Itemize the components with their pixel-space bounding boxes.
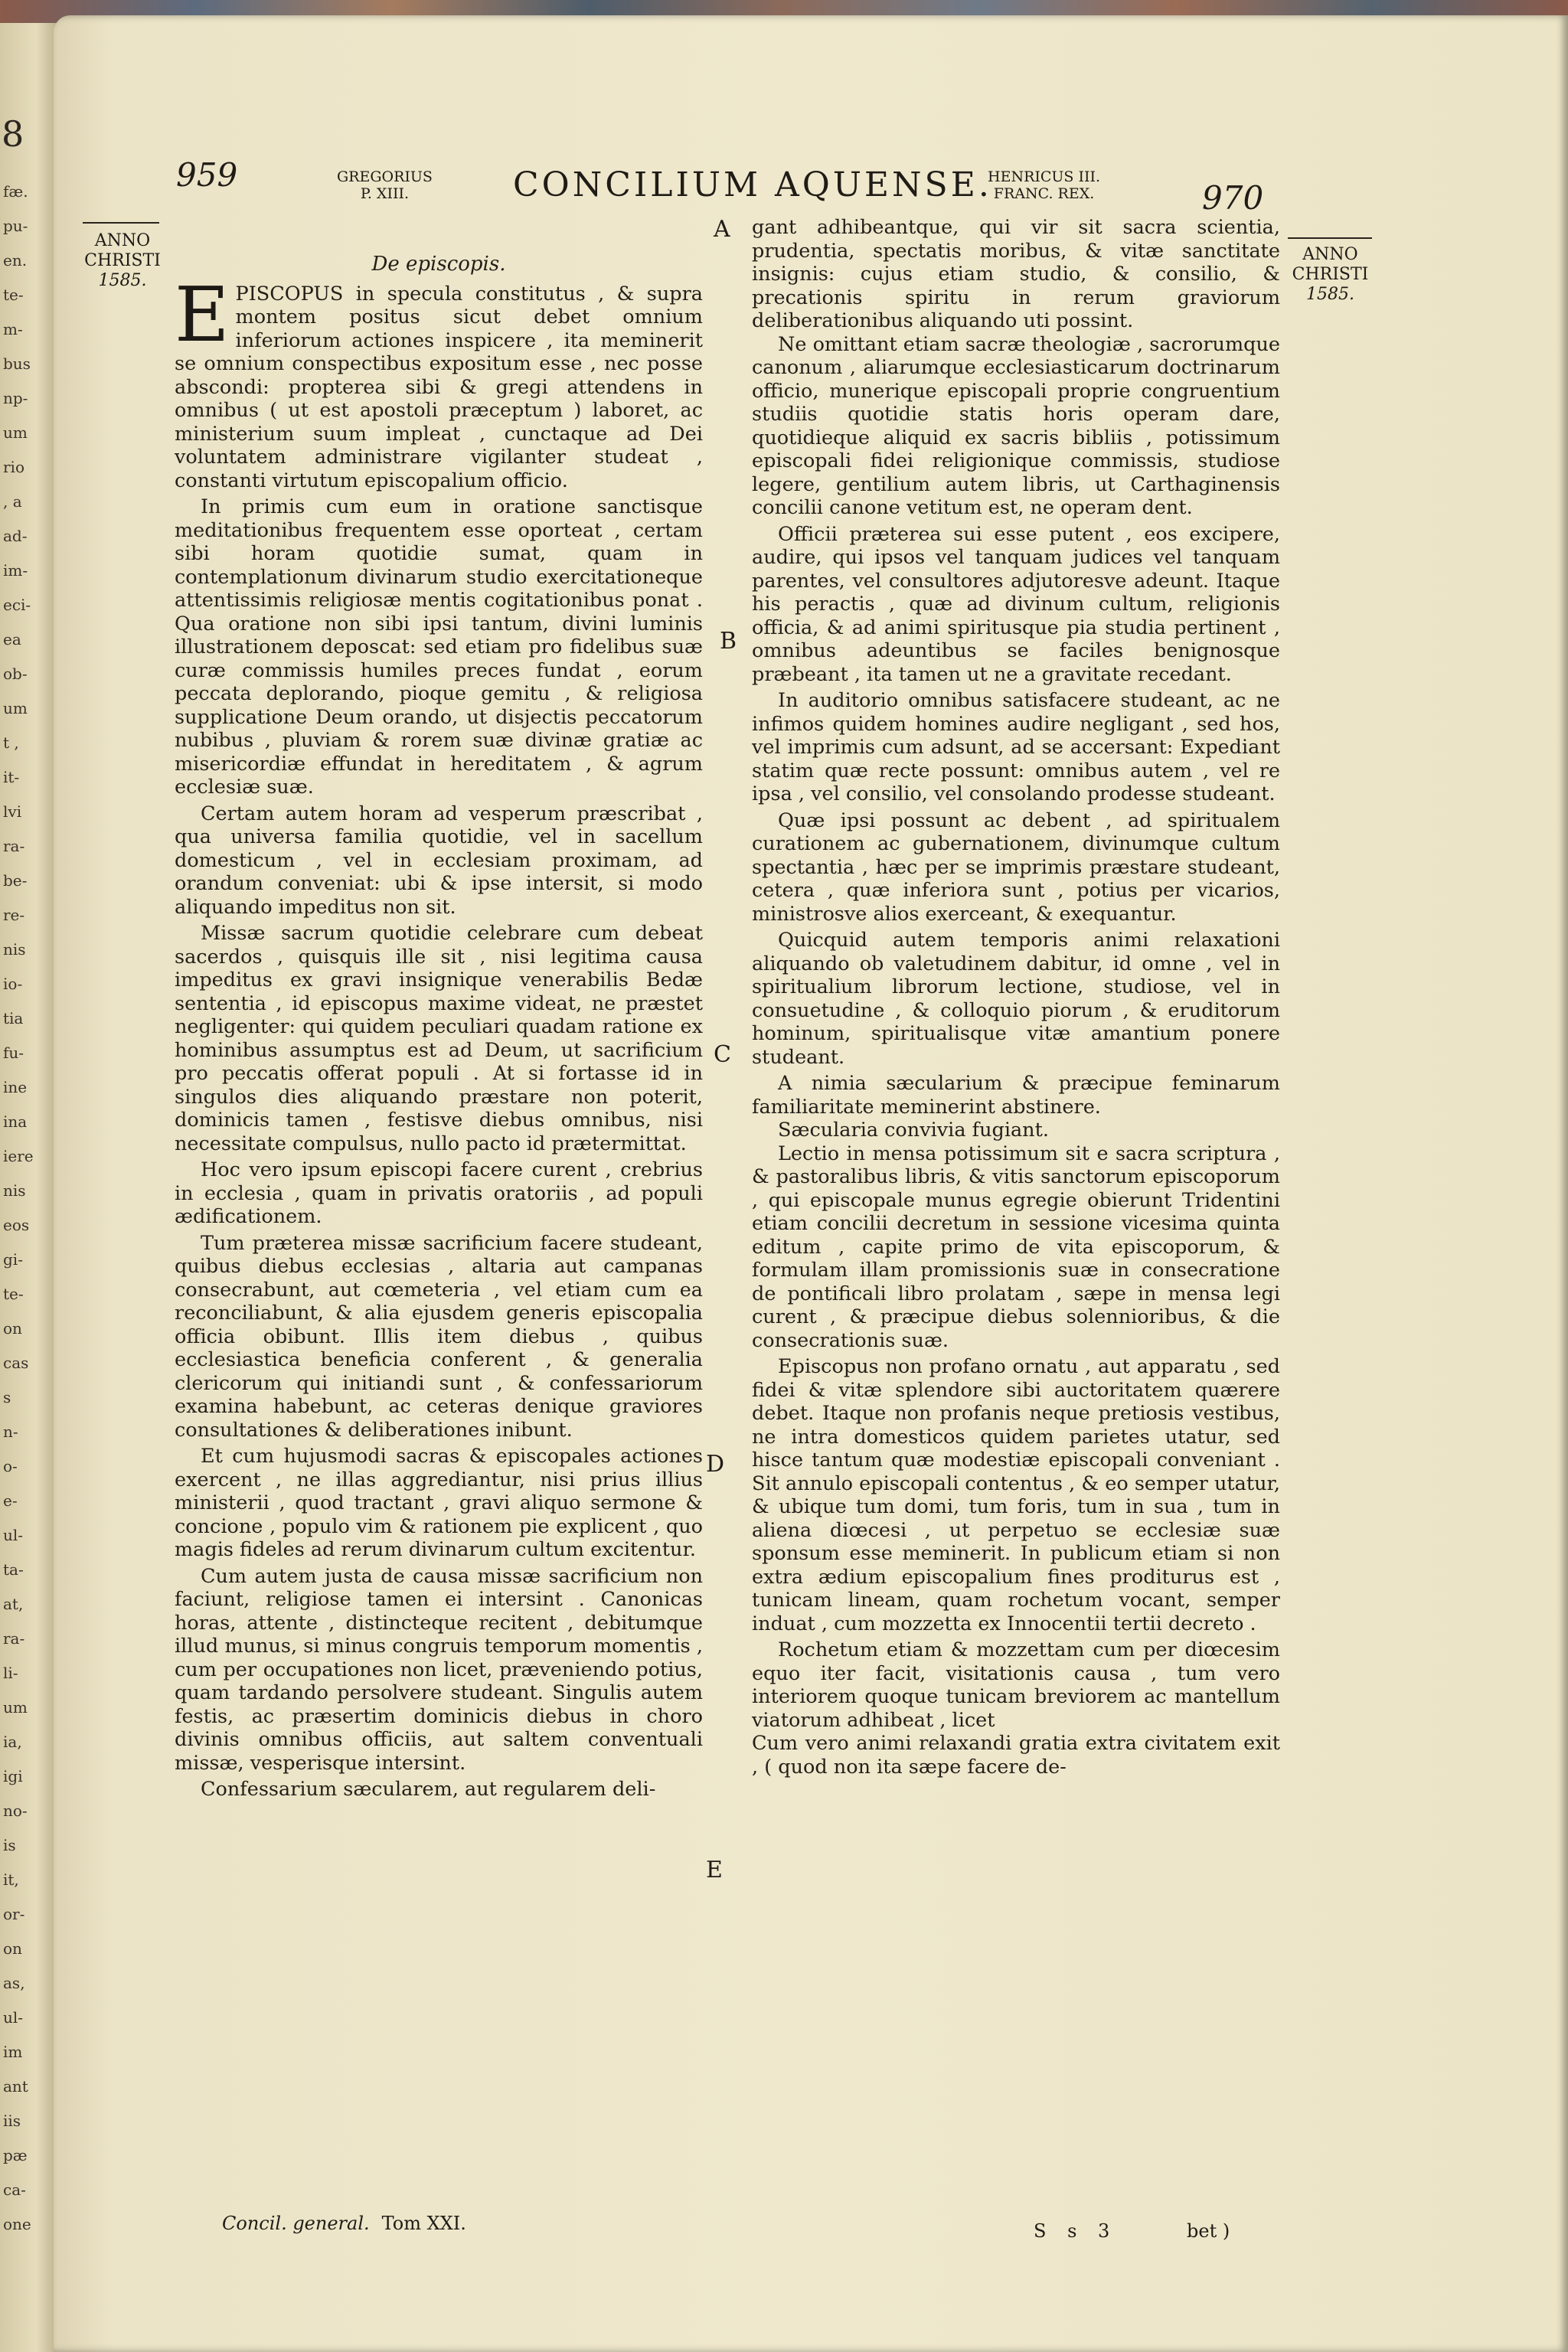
left-page-fragment: te- [3, 286, 24, 304]
paragraph: Missæ sacrum quotidie celebrare cum debeat sacerdos , quisquis ille sit , nisi legitima causa impeditus ex gravi insignique venerabilis Bedæ sententia , id episcopus maxime videat, ne præstet negligenter: qui quidem peculiari quadam ratione ex hominibus assumptus est ad Deum, ut sacrificium pro peccatis offerat populi . At si fortasse id in singulos dies aliquando præstare non poterit, dominicis tamen , festisve diebus omnibus, nisi necessitate compulsus, nullo pacto id prætermittat. [175, 922, 703, 1155]
paragraph: A nimia sæcularium & præcipue feminarum familiaritate meminerint abstinere. [752, 1072, 1280, 1119]
left-page-fragment: re- [3, 906, 25, 924]
paragraph [175, 271, 703, 493]
right-page-number-header: 970 [1202, 179, 1264, 217]
left-page-fragment: eci- [3, 596, 31, 614]
left-page-fragment: ia, [3, 1733, 22, 1751]
running-head-line: HENRICUS III. [988, 168, 1101, 185]
left-page-fragment: igi [3, 1767, 23, 1785]
paragraph: Episcopus non profano ornatu , aut apparatu , sed fidei & vitæ splendore sibi auctoritatem quærere debet. Itaque non profanis neque pretiosis vestibus, ne intra domesticos quidem parietes utatur, sed hisce tantum quæ modestiæ episcopali conveniant . Sit annulo episcopali contentus , & eo semper utatur, & ubique tum domi, tum foris, tum in sua , tum in aliena diœcesi , ut perpetuo se ecclesiæ suæ sponsum esse meminerit. In publicum etiam si non extra ædium episcopalium fines proditurus est , tunicam lineam, quam rochetum vocant, semper induat , cum mozzetta ex Innocentii tertii decreto . [752, 1355, 1280, 1635]
left-page-fragment: fu- [3, 1044, 24, 1062]
left-page-fragment: tia [3, 1009, 24, 1027]
left-page-fragment: e- [3, 1491, 18, 1510]
left-page-fragment: ob- [3, 665, 28, 683]
left-page-fragment: at, [3, 1595, 24, 1613]
left-page-fragment: ra- [3, 837, 25, 855]
margin-letter-c: C [714, 1041, 731, 1068]
left-page-fragment: or- [3, 1905, 25, 1923]
left-page-fragment: ra- [3, 1629, 25, 1648]
left-page-fragment: m- [3, 320, 23, 338]
left-page-fragment: ea [3, 630, 21, 648]
left-page-fragment: , a [3, 492, 22, 511]
left-page-fragment: nis [3, 1181, 26, 1200]
side-note-line: 1585. [98, 271, 147, 290]
margin-letter-b: B [720, 628, 737, 655]
left-running-head [337, 168, 433, 202]
left-page-fragment: ca- [3, 2180, 26, 2199]
side-note-line: 1585. [1306, 285, 1354, 304]
margin-letter-a: A [714, 216, 730, 243]
paragraph: Sæcularia convivia fugiant. [778, 1119, 1049, 1142]
footer-left [222, 2213, 466, 2234]
left-page-fragment: one [3, 2215, 31, 2233]
paragraph: Lectio in mensa potissimum sit e sacra scriptura , & pastoralibus libris, & vitis sanctorum episcoporum , qui episcopale munus egregie obierunt Tridentini etiam concilii decretum in sessione vicesima quinta editum , capite primo de vita episcoporum, & formulam illam promissionis suæ in consecratione de pontificali libro prolatam , sæpe in mensa legi curent , & præcipue diebus solennioribus, & die consecrationis suæ. [752, 1142, 1280, 1352]
side-note-line: CHRISTI [84, 251, 161, 270]
running-head-line: P. XIII. [360, 185, 410, 202]
side-note-line: ANNO [1302, 245, 1358, 264]
left-page-fragment: ul- [3, 2008, 24, 2027]
footer-collection: Concil. general. [222, 2213, 370, 2234]
paragraph: Rochetum etiam & mozzettam cum per diœcesim equo iter facit, visitationis causa , tum vero interiorem quoque tunicam breviorem ac mantellum viatorum adhibeat , licet [752, 1638, 1280, 1732]
paragraph: Officii præterea sui esse putent , eos excipere, audire, qui ipsos vel tanquam judices vel tanquam parentes, vel consultores adjutoresve adeunt. Itaque his peractis , quæ ad divinum cultum, religionis officia, & ad animi spiritusque pia studia pertinent , omnibus adeuntibus se faciles benignosque præbeant , ita tamen ut ne a gravitate recedant. [752, 522, 1280, 686]
left-page-number: 8 [2, 113, 24, 155]
left-page-fragment: on [3, 1939, 22, 1958]
left-page-number-header: 959 [176, 156, 238, 194]
left-page-fragment: um [3, 1698, 28, 1717]
paragraph: Tum præterea missæ sacrificium facere studeant, quibus diebus ecclesias , altaria aut campanas consecrabunt, aut cœmeteria , vel etiam cum ea reconciliabunt, & alia ejusdem generis episcopalia officia obibunt. Illis item diebus , quibus ecclesiastica beneficia conferent , & generalia clericorum qui initiandi sunt , & confessariorum examina habebunt, ac ceteras denique graviores consultationes & deliberationes inibunt. [175, 1231, 703, 1442]
left-page-fragment: np- [3, 389, 28, 407]
paragraph: gant adhibeantque, qui vir sit sacra scientia, prudentia, spectatis moribus, & vitæ sanctitate insignis: cujus etiam studio, & consilio, & precationis spiritu in rerum graviorum deliberationibus aliquando uti possint. [752, 216, 1280, 332]
left-page-fragment: on [3, 1319, 22, 1338]
right-running-head [988, 168, 1100, 202]
left-page-fragment: ina [3, 1112, 28, 1131]
left-page-fragment: ta- [3, 1560, 24, 1579]
left-page-fragment: rio [3, 458, 24, 476]
left-page-fragment: no- [3, 1802, 28, 1820]
left-page-edge [0, 23, 60, 2352]
footer-volume: Tom XXI. [381, 2213, 466, 2234]
left-page-fragment: iis [3, 2112, 21, 2130]
left-page-fragment: as, [3, 1974, 25, 1992]
left-page-fragment: um [3, 699, 28, 717]
left-page-fragment: iere [3, 1147, 34, 1165]
left-page-fragment: gi- [3, 1250, 23, 1269]
margin-letter-d: D [706, 1451, 725, 1478]
side-note-line: CHRISTI [1292, 265, 1369, 284]
side-rule-right [1288, 237, 1372, 239]
left-page-fragment: t , [3, 733, 19, 752]
paragraph: Ne omittant etiam sacræ theologiæ , sacrorumque canonum , aliarumque ecclesiasticarum doctrinarum officio, munerique episcopali proprie congruentium studiis quotidie statis horis operam dare, quotidieque aliquid ex sacris bibliis , potissimum episcopali fidei religionique commissis, studiose legere, gentilium autem libris, ut Carthaginensis concilii canone vetitum est, ne operam dent. [752, 332, 1280, 519]
left-page-fragment: pu- [3, 217, 28, 235]
left-page-fragment: ant [3, 2077, 28, 2096]
left-page-fragment: im- [3, 561, 28, 580]
left-page-fragment: ad- [3, 527, 28, 545]
left-page-fragment: eos [3, 1216, 30, 1234]
paragraph: In auditorio omnibus satisfacere studeant, ac ne infimos quidem homines audire negligant , sed hos, vel imprimis cum adsunt, ad se accersant: Expediant statim quæ recte possunt: omnibus autem , vel re ipsa , vel consilio, vel consolando prodesse studeant. [752, 689, 1280, 805]
side-note-left [77, 231, 168, 291]
left-page-fragment: te- [3, 1285, 24, 1303]
paragraph: Cum autem justa de causa missæ sacrificium non faciunt, religiose tamen ei intersint . Canonicas horas, attente , distincteque recitent , debitumque illud munus, si minus congruis temporum momentis , cum per occupationes non licet, præveniendo potius, quam tardando persolvere studeant. Singulis autem festis, ac præsertim dominicis diebus in choro divinis omnibus officiis, aut saltem conventuali missæ, vesperisque intersint. [175, 1564, 703, 1775]
left-page-fragment: bus [3, 354, 31, 373]
drop-cap: E [175, 271, 230, 359]
left-page-fragment: im [3, 2043, 23, 2061]
paragraph: Confessarium sæcularem, aut regularem deli- [201, 1778, 656, 1801]
side-note-right [1282, 245, 1378, 305]
left-page-fragment: fæ. [3, 182, 28, 201]
left-page-fragment: be- [3, 871, 28, 890]
signature-mark: S s 3 [1034, 2220, 1118, 2242]
left-page-fragment: ine [3, 1078, 28, 1096]
left-column [175, 253, 703, 1802]
paragraph: Quicquid autem temporis animi relaxationi aliquando ob valetudinem dabitur, id omne , vel in spiritualium librorum lectione, studiose, vel in consuetudine , & colloquio piorum , & eruditorum hominum, spiritualisque vitæ amantium ponere studeant. [752, 929, 1280, 1069]
side-rule-left [83, 222, 159, 224]
paragraph-text: PISCOPUS in specula constitutus , & supra montem positus sicut debet omnium inferiorum actiones inspicere , ita meminerit se omnium conspectibus expositum esse , nec posse abscondi: propterea sibi & gregi attendens in omnibus ( ut est apostoli præceptum ) laboret, ac ministerium suum impleat , cunctaque ad Dei voluntatem administrare vigilanter studeat , constanti virtutum episcopalium officio. [175, 282, 703, 492]
left-page-fragment: li- [3, 1664, 18, 1682]
running-head-line: GREGORIUS [337, 168, 433, 185]
left-page-fragment: en. [3, 251, 28, 270]
left-page-fragment: nis [3, 940, 26, 959]
left-page-fragment: o- [3, 1457, 18, 1475]
left-page-fragment: cas [3, 1354, 29, 1372]
side-note-line: ANNO [94, 231, 151, 250]
left-page-fragment: lvi [3, 802, 22, 821]
section-heading: De episcopis. [371, 253, 506, 276]
left-page-fragment: ul- [3, 1526, 24, 1544]
running-head-line: FRANC. REX. [993, 185, 1095, 202]
catchword: bet ) [1187, 2220, 1230, 2242]
left-page-fragment: s [3, 1388, 11, 1406]
left-page-fragment: it- [3, 768, 20, 786]
paragraph: Quæ ipsi possunt ac debent , ad spiritualem curationem ac gubernationem, divinumque cultum spectantia , hæc per se imprimis præstare studeant, cetera , quæ inferiora sunt , potius per vicarios, ministrosve alios exerceant, & exequantur. [752, 808, 1280, 926]
left-page-fragment: io- [3, 975, 23, 993]
paragraph: Certam autem horam ad vesperum præscribat , qua universa familia quotidie, vel in sacellum domesticum , vel in ecclesiam proximam, ad orandum conveniat: ubi & ipse intersit, si modo aliquando impeditus non sit. [175, 802, 703, 919]
left-page-fragment: pæ [3, 2146, 28, 2164]
paragraph: Et cum hujusmodi sacras & episcopales actiones exercent , ne illas aggrediantur, nisi prius illius ministerii , quod tractant , gravi aliquo sermone & concione , populo vim & rationem pie explicent , quo magis fideles ad rerum divinarum cultum excitentur. [175, 1445, 703, 1561]
book-page [54, 15, 1568, 2352]
left-page-fragment: it, [3, 1870, 19, 1889]
right-column [752, 216, 1280, 1779]
left-page-fragment: n- [3, 1423, 18, 1441]
left-page-fragment: um [3, 423, 28, 442]
paragraph: Hoc vero ipsum episcopi facere curent , crebrius in ecclesia , quam in privatis oratoriis , ad populi ædificationem. [175, 1158, 703, 1228]
left-page-fragment: is [3, 1836, 16, 1854]
paragraph: In primis cum eum in oratione sanctisque meditationibus frequentem esse oporteat , certam sibi horam quotidie sumat, quam in contemplationum divinarum studio exercitationeque attentissimis religiosæ mentis cogitationibus ponat . Qua oratione non sibi ipsi tantum, divini luminis illustrationem deposcat: sed etiam pro fidelibus suæ curæ commissis humiles preces fundat , eorum peccata deplorando, pioque gemitu , & religiosa supplicatione Deum orando, ut disjectis peccatorum nubibus , pluviam & rorem suæ divinæ gratiæ ac misericordiæ effundat in hereditatem , & agrum ecclesiæ suæ. [175, 495, 703, 799]
paragraph: Cum vero animi relaxandi gratia extra civitatem exit , ( quod non ita sæpe facere de- [752, 1732, 1280, 1779]
margin-letter-e: E [706, 1857, 723, 1883]
page-title: CONCILIUM AQUENSE. [513, 165, 992, 204]
